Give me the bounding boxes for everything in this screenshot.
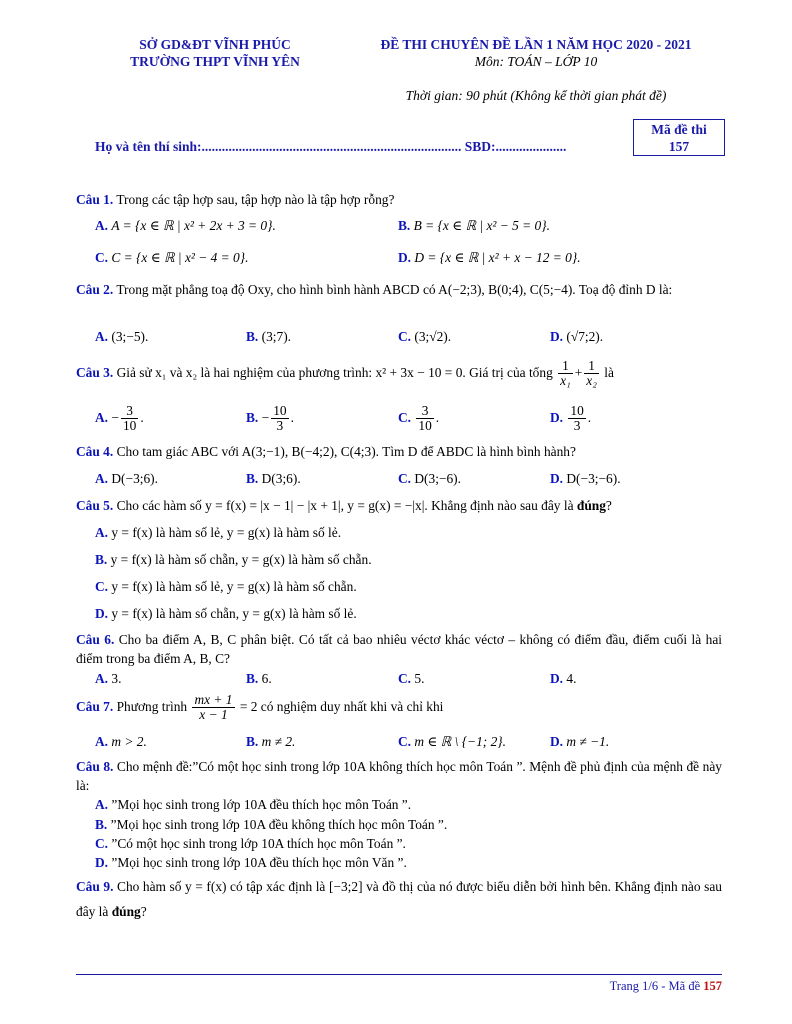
option-text: 6.	[261, 671, 272, 686]
option-text: m ≠ −1.	[566, 734, 610, 749]
option-7c[interactable]	[398, 732, 506, 751]
option-text: (3;−5).	[111, 329, 149, 344]
question-label: Câu 2.	[76, 282, 114, 297]
option-letter: C.	[95, 250, 109, 265]
student-info-line: Họ và tên thí sinh:............................................................................. SBD:.....................	[95, 139, 567, 154]
option-7b[interactable]	[246, 732, 295, 751]
option-5c[interactable]	[95, 577, 357, 596]
option-letter: C.	[398, 671, 412, 686]
fraction-numerator: 3	[416, 404, 433, 419]
option-7d[interactable]	[550, 732, 609, 751]
question-1	[76, 190, 722, 209]
option-letter: D.	[550, 671, 564, 686]
option-letter: D.	[550, 410, 564, 425]
fraction-numerator: 10	[273, 403, 287, 419]
question-label: Câu 4.	[76, 444, 114, 459]
question-text: Cho hàm số y = f(x) có tập xác định là [−3;2] và đồ thị của nó được biểu diễn bởi hình bên. Khẳng định nào sau đây là	[76, 879, 722, 919]
question-5	[76, 496, 722, 515]
question-4	[76, 442, 722, 461]
option-fraction	[568, 404, 585, 433]
option-letter: B.	[398, 218, 411, 233]
option-5d[interactable]	[95, 604, 357, 623]
question-8	[76, 757, 722, 795]
option-letter: D.	[95, 855, 109, 870]
question-emphasis: đúng	[576, 498, 606, 513]
page-footer	[610, 979, 722, 994]
question-text: Phương trình	[116, 699, 188, 714]
option-letter: D.	[550, 734, 564, 749]
fraction-1-over-x2	[584, 359, 599, 388]
option-text: m ∈ ℝ \ {−1; 2}.	[414, 734, 506, 749]
question-2	[76, 279, 722, 301]
exam-code-value: 157	[668, 139, 690, 154]
option-text: D(−3;6).	[111, 471, 158, 486]
question-9	[76, 874, 722, 924]
option-letter: A.	[95, 734, 109, 749]
question-text: Giả sử x₁ và x₂ là hai nghiệm của phương trình: x² + 3x − 10 = 0. Giá trị của tổng	[116, 365, 553, 380]
fraction-numerator: 10	[570, 403, 584, 419]
exam-code-box	[633, 119, 725, 156]
option-text: y = f(x) là hàm số lẻ, y = g(x) là hàm số lẻ.	[111, 525, 342, 540]
option-text: m ≠ 2.	[261, 734, 296, 749]
option-letter: B.	[246, 671, 259, 686]
question-6	[76, 630, 722, 668]
question-text: Cho các hàm số y = f(x) = |x − 1| − |x + 1|, y = g(x) = −|x|. Khẳng định nào sau đây là	[116, 498, 577, 513]
option-letter: C.	[95, 579, 109, 594]
option-letter: A.	[95, 671, 109, 686]
option-fraction	[271, 404, 288, 433]
option-letter: B.	[246, 734, 259, 749]
fraction-numerator: 3	[121, 404, 138, 419]
option-6d[interactable]	[550, 669, 576, 688]
option-2d[interactable]	[550, 327, 603, 346]
option-2a[interactable]	[95, 327, 148, 346]
option-letter: C.	[398, 329, 412, 344]
option-text: (√7;2).	[566, 329, 604, 344]
school-name: TRƯỜNG THPT VĨNH YÊN	[130, 54, 300, 69]
fraction-denominator: 10	[122, 418, 137, 434]
option-letter: D.	[550, 471, 564, 486]
question-label: Câu 7.	[76, 699, 114, 714]
option-letter: A.	[95, 329, 109, 344]
fraction-denominator: 3	[573, 418, 581, 434]
option-text: (3;√2).	[414, 329, 452, 344]
option-7a[interactable]	[95, 732, 147, 751]
footer-page: Trang 1/6 - Mã đề	[609, 979, 704, 993]
option-letter: A.	[95, 410, 109, 425]
exam-subject: Môn: TOÁN – LỚP 10	[474, 54, 598, 69]
option-text: 3.	[111, 671, 122, 686]
option-letter: B.	[246, 410, 259, 425]
option-sign: −	[261, 410, 270, 425]
question-label: Câu 9.	[76, 879, 114, 894]
option-sign: −	[111, 410, 119, 425]
option-text: ”Có một học sinh trong lớp 10A thích học môn Toán ”.	[111, 836, 406, 851]
option-1c[interactable]	[95, 248, 248, 267]
option-letter: C.	[95, 836, 109, 851]
fraction-denominator: x₁	[560, 373, 571, 389]
question-label: Câu 1.	[76, 192, 114, 207]
question-emphasis: đúng	[111, 904, 141, 919]
question-label: Câu 3.	[76, 365, 114, 380]
option-letter: A.	[95, 525, 109, 540]
question-label: Câu 8.	[76, 759, 114, 774]
option-text: D(3;6).	[261, 471, 301, 486]
question-7	[76, 690, 722, 724]
equation-fraction	[192, 693, 234, 722]
exam-header	[352, 36, 720, 70]
option-letter: C.	[398, 471, 412, 486]
option-3a[interactable]: A. − $\frac{3}{10}$ .	[95, 403, 144, 434]
school-department: SỞ GD&ĐT VĨNH PHÚC	[139, 37, 291, 52]
option-letter: A.	[95, 797, 109, 812]
option-text: D = {x ∈ ℝ | x² + x − 12 = 0}.	[414, 250, 581, 265]
option-text: (3;7).	[261, 329, 292, 344]
option-2b[interactable]	[246, 327, 291, 346]
option-4a[interactable]	[95, 469, 158, 488]
option-8d[interactable]	[95, 853, 407, 872]
option-letter: D.	[95, 606, 109, 621]
option-letter: C.	[398, 734, 412, 749]
option-text: 5.	[414, 671, 425, 686]
question-label: Câu 6.	[76, 632, 115, 647]
option-4b[interactable]	[246, 469, 301, 488]
option-4d[interactable]	[550, 469, 621, 488]
option-6b[interactable]	[246, 669, 272, 688]
option-8b[interactable]	[95, 815, 447, 834]
option-text: ”Mọi học sinh trong lớp 10A đều thích học môn Văn ”.	[111, 855, 407, 870]
fraction-denominator: 3	[276, 418, 284, 434]
question-text: Cho tam giác ABC với A(3;−1), B(−4;2), C(4;3). Tìm D để ABDC là hình bình hành?	[116, 444, 576, 459]
question-text: Cho mệnh đề:”Có một học sinh trong lớp 10A không thích học môn Toán ”. Mệnh đề phủ định của mệnh đề này là:	[76, 759, 722, 793]
option-text: B = {x ∈ ℝ | x² − 5 = 0}.	[413, 218, 550, 233]
option-letter: B.	[246, 471, 259, 486]
question-text: Cho ba điểm A, B, C phân biệt. Có tất cả bao nhiêu véctơ khác véctơ – không có điểm đầu, điểm cuối là hai điểm trong ba điểm A, B, C?	[76, 632, 722, 666]
option-text: y = f(x) là hàm số chẵn, y = g(x) là hàm số lẻ.	[111, 606, 357, 621]
option-letter: A.	[95, 471, 109, 486]
option-3c[interactable]: C. $\frac{3}{10}$ .	[398, 403, 440, 434]
option-1d[interactable]	[398, 248, 581, 267]
option-text: A = {x ∈ ℝ | x² + 2x + 3 = 0}.	[111, 218, 276, 233]
fraction-numerator: mx + 1	[194, 692, 233, 708]
option-5b[interactable]	[95, 550, 372, 569]
option-letter: A.	[95, 218, 109, 233]
fraction-denominator: 10	[418, 418, 432, 434]
option-1b[interactable]	[398, 216, 550, 235]
option-text: y = f(x) là hàm số lẻ, y = g(x) là hàm số chẵn.	[111, 579, 357, 594]
option-3b[interactable]: B. − $\frac{10}{3}$ .	[246, 403, 294, 434]
exam-time: Thời gian: 90 phút (Không kể thời gian phát đề)	[405, 88, 667, 103]
option-text: ”Mọi học sinh trong lớp 10A đều không thích học môn Toán ”.	[110, 817, 448, 832]
option-3d[interactable]: D. $\frac{10}{3}$ .	[550, 403, 592, 434]
option-text: m > 2.	[111, 734, 147, 749]
option-2c[interactable]	[398, 327, 451, 346]
school-header	[90, 36, 340, 70]
footer-code: 157	[703, 979, 722, 993]
question-label: Câu 5.	[76, 498, 114, 513]
option-8c[interactable]	[95, 834, 406, 853]
question-text-end: là	[604, 365, 614, 380]
question-text-end: = 2 có nghiệm duy nhất khi và chỉ khi	[239, 699, 444, 714]
option-letter: C.	[398, 410, 412, 425]
option-1a[interactable]	[95, 216, 276, 235]
option-letter: B.	[95, 552, 108, 567]
fraction-denominator: x₂	[586, 373, 597, 389]
question-text: Trong mặt phẳng toạ độ Oxy, cho hình bình hành ABCD có A(−2;3), B(0;4), C(5;−4). Toạ độ đỉnh D là:	[116, 282, 673, 297]
option-letter: B.	[95, 817, 108, 832]
option-6c[interactable]	[398, 669, 424, 688]
option-text: 4.	[566, 671, 577, 686]
option-6a[interactable]	[95, 669, 121, 688]
option-8a[interactable]	[95, 795, 411, 814]
fraction-1-over-x1	[558, 359, 573, 388]
fraction-numerator: 1	[584, 359, 599, 374]
option-fraction	[416, 404, 433, 433]
question-text: Trong các tập hợp sau, tập hợp nào là tập hợp rỗng?	[116, 192, 395, 207]
fraction-numerator: 1	[558, 359, 573, 374]
option-letter: D.	[550, 329, 564, 344]
question-text-end: ?	[605, 498, 612, 513]
option-4c[interactable]	[398, 469, 461, 488]
question-3: Câu 3. Giả sử x₁ và x₂ là hai nghiệm của phương trình: x² + 3x − 10 = 0. Giá trị của tổng $\frac{1}{\text{x₁}}$ + $\frac{1}{\text{x₂}}$ là	[76, 358, 614, 389]
fraction-denominator: x − 1	[199, 707, 228, 723]
option-text: ”Mọi học sinh trong lớp 10A đều thích học môn Toán ”.	[111, 797, 412, 812]
option-text: y = f(x) là hàm số chẵn, y = g(x) là hàm số chẵn.	[110, 552, 372, 567]
footer-divider	[76, 974, 722, 975]
exam-title: ĐỀ THI CHUYÊN ĐỀ LẦN 1 NĂM HỌC 2020 - 2021	[380, 37, 692, 52]
option-text: D(3;−6).	[414, 471, 461, 486]
option-fraction	[121, 404, 138, 433]
option-5a[interactable]	[95, 523, 341, 542]
question-text-end: ?	[140, 904, 147, 919]
option-letter: D.	[398, 250, 412, 265]
exam-code-label: Mã đề thi	[651, 122, 707, 137]
option-text: D(−3;−6).	[566, 471, 621, 486]
option-text: C = {x ∈ ℝ | x² − 4 = 0}.	[111, 250, 249, 265]
option-letter: B.	[246, 329, 259, 344]
